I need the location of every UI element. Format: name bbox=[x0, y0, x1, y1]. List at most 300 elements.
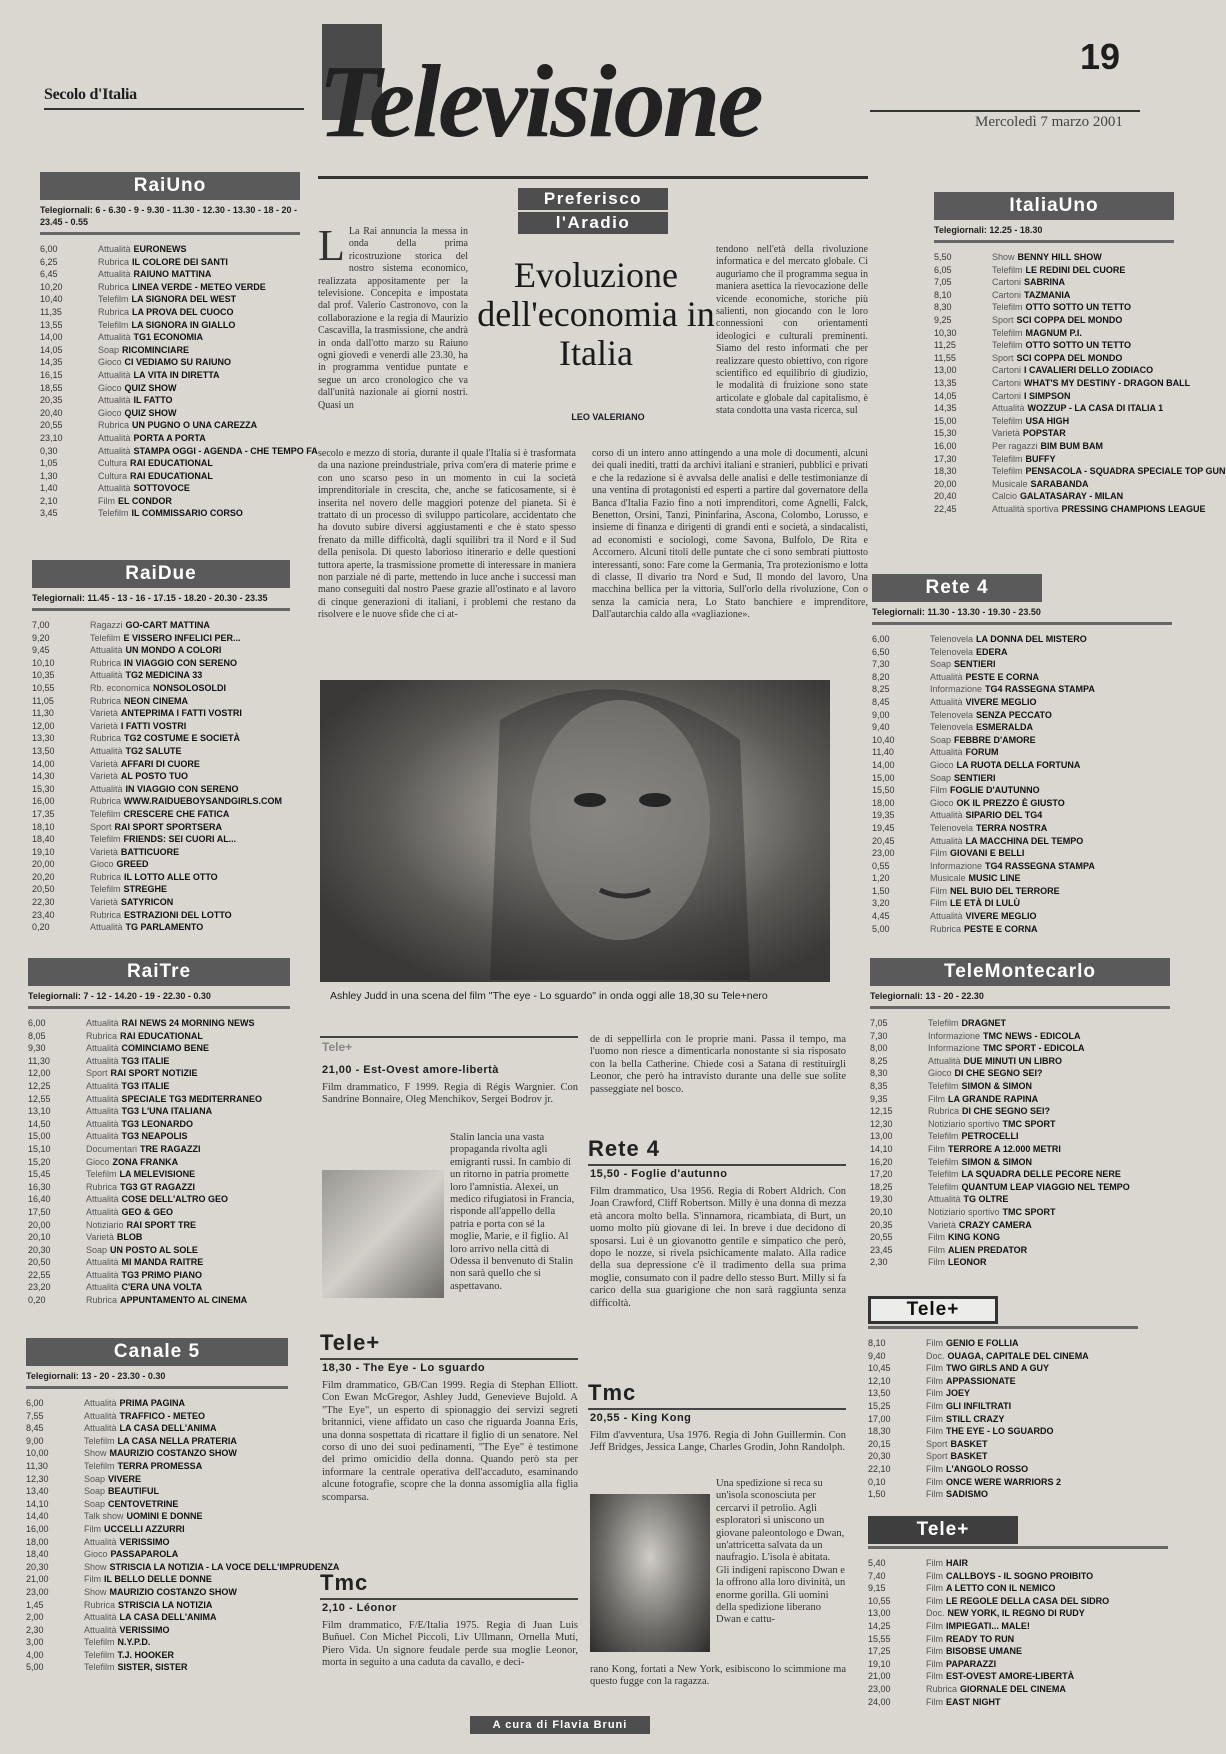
raidue-news-times: Telegiornali: 11.45 - 13 - 16 - 17.15 - 18.20 - 20.30 - 23.35 bbox=[32, 593, 268, 603]
photo-caption: Ashley Judd in una scena del film "The eye - Lo sguardo" in onda oggi alle 18,30 su Tele+nero bbox=[330, 990, 768, 1002]
program-title: TG OLTRE bbox=[963, 1194, 1009, 1205]
time: 5,00 bbox=[872, 923, 890, 934]
film-foglie-text: Film drammatico, Usa 1956. Regia di Robert Aldrich. Con Joan Crawford, Cliff Robertson. Milly è una donna di mezza età ancora molto bella. S'innamora, ricambiata, di Burt, un uomo molto più giovane di lei. In breve i due decidono di sposarsi. Lui è un giovanotto gentile e simpatico che però, dopo le nozze, si rivela psichicamente malato. Alla radice della sua depressione c'è il tradimento della sua prima moglie, consumato con il padre dello stesso Burt. Milly si fa carico della sua guarigione che non sarà raggiunta senza difficoltà. bbox=[590, 1186, 846, 1309]
program-title: DI CHE SEGNO SEI? bbox=[962, 1106, 1051, 1117]
program-title: SENTIERI bbox=[954, 659, 996, 670]
schedule-row bbox=[868, 1413, 1138, 1426]
program-title: TAZMANIA bbox=[1024, 289, 1071, 300]
program-title: T.J. HOOKER bbox=[117, 1649, 175, 1660]
genre: Rubrica bbox=[86, 1030, 118, 1041]
schedule-row bbox=[32, 669, 290, 682]
program-title: FOGLIE D'AUTUNNO bbox=[950, 785, 1040, 796]
genre: Film bbox=[930, 785, 947, 796]
program-title: EDERA bbox=[976, 646, 1008, 657]
genre: Attualità bbox=[992, 403, 1025, 414]
schedule-row bbox=[870, 1231, 1170, 1244]
channel-header-italiauno: ItaliaUno bbox=[934, 192, 1174, 220]
schedule-row bbox=[28, 1219, 290, 1232]
schedule-row bbox=[872, 797, 1172, 810]
time: 9,25 bbox=[934, 314, 952, 325]
program-title: UN PUGNO O UNA CAREZZA bbox=[132, 420, 258, 431]
schedule-row bbox=[26, 1624, 288, 1637]
time: 16,00 bbox=[32, 796, 55, 807]
channel-header-raidue: RaiDue bbox=[32, 560, 290, 588]
genre: Sport bbox=[992, 314, 1014, 325]
genre: Varietà bbox=[90, 708, 118, 719]
time: 6,00 bbox=[28, 1018, 46, 1028]
schedule-row bbox=[870, 1168, 1170, 1181]
genre: Soap bbox=[930, 772, 952, 783]
time: 17,00 bbox=[868, 1413, 891, 1424]
time: 7,05 bbox=[870, 1018, 888, 1028]
genre: Telefilm bbox=[84, 1460, 115, 1471]
program-title: POPSTAR bbox=[1022, 428, 1066, 439]
genre: Film bbox=[926, 1595, 943, 1606]
schedule-row bbox=[32, 896, 290, 909]
time: 18,00 bbox=[872, 797, 895, 808]
schedule-row bbox=[870, 1017, 1170, 1030]
program-title: LE REGOLE DELLA CASA DEL SIDRO bbox=[946, 1595, 1110, 1606]
genre: Film bbox=[926, 1476, 943, 1487]
schedule-row bbox=[26, 1485, 288, 1498]
time: 11,35 bbox=[40, 306, 62, 317]
time: 10,00 bbox=[26, 1448, 49, 1459]
time: 13,50 bbox=[868, 1388, 891, 1399]
schedule-row bbox=[868, 1595, 1168, 1608]
time: 16,40 bbox=[28, 1194, 51, 1205]
genre: Cartoni bbox=[992, 365, 1022, 376]
program-title: STRISCIA LA NOTIZIA - LA VOCE DELL'IMPRUDENZA bbox=[109, 1561, 340, 1572]
program-title: IL COLORE DEI SANTI bbox=[132, 256, 228, 267]
program-title: COMINCIAMO BENE bbox=[121, 1043, 210, 1054]
schedule-row bbox=[934, 478, 1174, 491]
schedule-row bbox=[868, 1557, 1168, 1570]
program-title: TMC SPORT bbox=[1002, 1206, 1056, 1217]
schedule-row bbox=[40, 256, 300, 269]
time: 22,45 bbox=[934, 503, 957, 514]
time: 9,35 bbox=[870, 1093, 888, 1104]
time: 9,45 bbox=[32, 645, 50, 656]
program-title: WWW.RAIDUEBOYSANDGIRLS.COM bbox=[124, 796, 283, 807]
genre: Attualità bbox=[930, 835, 963, 846]
time: 11,30 bbox=[26, 1460, 48, 1471]
schedule-row bbox=[32, 883, 290, 896]
program-title: RAI SPORT TRE bbox=[126, 1219, 197, 1230]
genre: Per ragazzi bbox=[992, 440, 1038, 451]
program-title: RAI NEWS 24 MORNING NEWS bbox=[121, 1018, 255, 1028]
genre: Attualità bbox=[98, 432, 131, 443]
rule bbox=[32, 608, 290, 611]
program-title: LA MACCHINA DEL TEMPO bbox=[965, 835, 1084, 846]
genre: Sport bbox=[90, 821, 112, 832]
schedule-row bbox=[28, 1042, 290, 1055]
program-title: STREGHE bbox=[123, 884, 168, 895]
schedule-row bbox=[872, 759, 1172, 772]
portrait-silhouette bbox=[320, 680, 830, 982]
time: 20,00 bbox=[32, 859, 55, 870]
time: 1,20 bbox=[872, 873, 890, 884]
time: 10,55 bbox=[868, 1595, 891, 1606]
schedule-row bbox=[40, 507, 300, 520]
schedule-row bbox=[28, 1080, 290, 1093]
genre: Show bbox=[84, 1448, 107, 1459]
program-title: GIOVANI E BELLI bbox=[950, 848, 1025, 859]
schedule-row bbox=[868, 1670, 1168, 1683]
time: 5,00 bbox=[26, 1662, 44, 1673]
program-title: VIVERE MEGLIO bbox=[965, 911, 1037, 922]
genre: Sport bbox=[992, 352, 1014, 363]
genre: Soap bbox=[930, 659, 952, 670]
genre: Show bbox=[84, 1561, 107, 1572]
program-title: TG PARLAMENTO bbox=[125, 922, 204, 933]
time: 18,40 bbox=[32, 834, 55, 845]
genre: Telefilm bbox=[84, 1637, 115, 1648]
time: 8,10 bbox=[868, 1338, 886, 1348]
program-title: VIVERE bbox=[108, 1473, 142, 1484]
time: 14,30 bbox=[32, 771, 55, 782]
raidue-list bbox=[32, 619, 290, 934]
genre: Soap bbox=[84, 1486, 106, 1497]
genre: Gioco bbox=[98, 407, 122, 418]
program-title: TERRA NOSTRA bbox=[976, 822, 1048, 833]
time: 18,10 bbox=[32, 821, 55, 832]
schedule-row bbox=[872, 658, 1172, 671]
time: 6,25 bbox=[40, 256, 58, 267]
program-title: SIPARIO DEL TG4 bbox=[965, 810, 1043, 821]
schedule-row bbox=[26, 1422, 288, 1435]
genre: Film bbox=[926, 1338, 943, 1348]
genre: Rubrica bbox=[98, 256, 130, 267]
program-title: LA MELEVISIONE bbox=[119, 1169, 196, 1180]
time: 8,20 bbox=[872, 671, 890, 682]
genre: Attualità bbox=[86, 1194, 119, 1205]
program-title: TMC NEWS - EDICOLA bbox=[983, 1030, 1081, 1041]
genre: Gioco bbox=[928, 1068, 952, 1079]
schedule-row bbox=[868, 1463, 1138, 1476]
schedule-row bbox=[870, 1181, 1170, 1194]
schedule-row bbox=[868, 1582, 1168, 1595]
genre: Film bbox=[926, 1633, 943, 1644]
time: 20,00 bbox=[934, 478, 957, 489]
time: 1,50 bbox=[868, 1489, 886, 1500]
genre: Rubrica bbox=[926, 1683, 958, 1694]
time: 15,50 bbox=[872, 785, 895, 796]
genre: Rubrica bbox=[98, 281, 130, 292]
program-title: RAI SPORT SPORTSERA bbox=[114, 821, 223, 832]
program-title: MUSIC LINE bbox=[968, 873, 1021, 884]
channel-header-raitre: RaiTre bbox=[28, 958, 290, 986]
article-kicker-1: Preferisco bbox=[518, 188, 668, 210]
schedule-row bbox=[934, 289, 1174, 302]
schedule-row bbox=[32, 720, 290, 733]
schedule-row bbox=[868, 1438, 1138, 1451]
program-title: NONSOLOSOLDI bbox=[153, 682, 227, 693]
genre: Documentari bbox=[86, 1143, 138, 1154]
genre: Rubrica bbox=[98, 306, 130, 317]
schedule-row bbox=[40, 432, 300, 445]
time: 5,40 bbox=[868, 1558, 886, 1568]
program-title: PENSACOLA - SQUADRA SPECIALE TOP GUN bbox=[1025, 466, 1226, 477]
article-col1-top: L La Rai annuncia la messa in onda della prima ricostruzione storica del nostro sistema economico, realizzata appositamente per la televisione. Concepita e impostata dal prof. Valerio Castronovo, con la collaborazione e la regia di Maurizio Cascavilla, la trasmissione, che andrà in onda dall'otto marzo su Raiuno ogni giovedì e venerdì alle 23.30, ha in programma ventidue puntate e segue un arco cronologico che va dall'unità nazionale ai giorni nostri. Quasi un bbox=[318, 221, 468, 411]
program-title: COSE DELL'ALTRO GEO bbox=[121, 1194, 229, 1205]
time: 0,55 bbox=[872, 860, 890, 871]
schedule-row bbox=[28, 1105, 290, 1118]
program-title: EST-OVEST AMORE-LIBERTÀ bbox=[946, 1671, 1075, 1682]
program-title: PESTE E CORNA bbox=[964, 923, 1038, 934]
schedule-row bbox=[28, 1156, 290, 1169]
time: 13,40 bbox=[26, 1486, 49, 1497]
schedule-row bbox=[26, 1561, 340, 1574]
schedule-row bbox=[872, 860, 1172, 873]
film-king-kong-end: rano Kong, fortati a New York, esibiscono lo scimmione ma questo fugge con la ragazza. bbox=[590, 1664, 846, 1688]
genre: Telenovela bbox=[930, 646, 974, 657]
genre: Attualità bbox=[930, 747, 963, 758]
film-leonor-heading: 2,10 - Léonor bbox=[322, 1602, 397, 1614]
time: 19,30 bbox=[870, 1194, 893, 1205]
schedule-row bbox=[872, 910, 1172, 923]
schedule-row bbox=[934, 453, 1174, 466]
program-title: HAIR bbox=[946, 1558, 968, 1568]
time: 8,45 bbox=[872, 696, 890, 707]
program-title: MI MANDA RAITRE bbox=[121, 1257, 204, 1268]
time: 14,00 bbox=[872, 759, 895, 770]
schedule-row bbox=[28, 1294, 290, 1307]
program-title: VIVERE MEGLIO bbox=[965, 696, 1037, 707]
program-title: LA GRANDE RAPINA bbox=[948, 1093, 1039, 1104]
time: 14,10 bbox=[26, 1498, 49, 1509]
schedule-row bbox=[868, 1400, 1138, 1413]
time: 15,30 bbox=[934, 428, 957, 439]
genre: Rubrica bbox=[90, 909, 122, 920]
genre: Film bbox=[928, 1244, 945, 1255]
program-title: BEAUTIFUL bbox=[108, 1486, 160, 1497]
time: 20,35 bbox=[870, 1219, 893, 1230]
schedule-row bbox=[32, 657, 290, 670]
program-title: TWO GIRLS AND A GUY bbox=[946, 1363, 1049, 1374]
program-title: MAURIZIO COSTANZO SHOW bbox=[109, 1448, 237, 1459]
program-title: LA CASA DELL'ANIMA bbox=[119, 1423, 217, 1434]
schedule-row bbox=[26, 1510, 288, 1523]
film-king-kong-plot: Una spedizione si reca su un'isola sconosciuta per cercarvi il petrolio. Agli esploratori si uniscono un giovane paleontologo e Dwan, un'attricetta salvata da un naufragio. L'isola è abitata. Gli indigeni rapiscono Dwan e la offrono alla loro divinità, un enorme gorilla. Gli uomini della spedizione liberano Dwan e cattu- bbox=[716, 1478, 846, 1626]
program-title: AL POSTO TUO bbox=[120, 771, 189, 782]
time: 0,20 bbox=[28, 1295, 46, 1306]
genre: Varietà bbox=[86, 1232, 114, 1243]
schedule-row bbox=[868, 1450, 1138, 1463]
genre: Film bbox=[926, 1658, 943, 1669]
schedule-row bbox=[40, 281, 300, 294]
time: 8,35 bbox=[870, 1080, 888, 1091]
schedule-row bbox=[28, 1118, 290, 1131]
time: 3,20 bbox=[872, 898, 890, 909]
schedule-row bbox=[872, 847, 1172, 860]
program-title: ANTEPRIMA I FATTI VOSTRI bbox=[120, 708, 242, 719]
program-title: LA SQUADRA DELLE PECORE NERE bbox=[961, 1169, 1121, 1180]
time: 15,10 bbox=[28, 1143, 51, 1154]
article-headline: Evoluzione dell'economia in Italia bbox=[477, 255, 715, 373]
program-title: LEONOR bbox=[948, 1257, 987, 1268]
film-channel-tmc-2: Tmc bbox=[588, 1380, 637, 1405]
genre: Film bbox=[926, 1558, 943, 1568]
time: 6,00 bbox=[40, 244, 58, 254]
program-title: IL COMMISSARIO CORSO bbox=[131, 508, 243, 519]
program-title: RAI EDUCATIONAL bbox=[120, 1030, 203, 1041]
schedule-row bbox=[40, 495, 300, 508]
time: 4,00 bbox=[26, 1649, 44, 1660]
schedule-row bbox=[26, 1523, 288, 1536]
program-title: LA CASA NELLA PRATERIA bbox=[117, 1435, 237, 1446]
time: 7,40 bbox=[868, 1570, 886, 1581]
program-title: BASKET bbox=[950, 1451, 988, 1462]
film-king-kong-heading: 20,55 - King Kong bbox=[590, 1412, 692, 1424]
program-title: QUIZ SHOW bbox=[124, 407, 177, 418]
film-est-ovest-heading: 21,00 - Est-Ovest amore-libertà bbox=[322, 1064, 499, 1076]
schedule-row bbox=[26, 1447, 288, 1460]
genre: Telefilm bbox=[928, 1131, 959, 1142]
time: 8,30 bbox=[870, 1068, 888, 1079]
schedule-row bbox=[28, 1030, 290, 1043]
schedule-row bbox=[40, 394, 300, 407]
schedule-row bbox=[870, 1067, 1170, 1080]
program-title: BISOBSE UMANE bbox=[946, 1646, 1023, 1657]
schedule-row bbox=[40, 369, 300, 382]
time: 2,10 bbox=[40, 495, 58, 506]
schedule-row bbox=[32, 745, 290, 758]
genre: Telefilm bbox=[928, 1156, 959, 1167]
genre: Film bbox=[926, 1570, 943, 1581]
schedule-row bbox=[26, 1636, 288, 1649]
genre: Sport bbox=[926, 1451, 948, 1462]
rule bbox=[868, 1546, 1168, 1549]
program-title: APPUNTAMENTO AL CINEMA bbox=[120, 1295, 248, 1306]
schedule-row bbox=[32, 795, 290, 808]
genre: Attualità bbox=[930, 810, 963, 821]
time: 9,20 bbox=[32, 632, 50, 643]
schedule-row bbox=[872, 835, 1172, 848]
rule bbox=[588, 1164, 846, 1166]
schedule-row bbox=[934, 314, 1174, 327]
program-title: NEON CINEMA bbox=[124, 695, 189, 706]
schedule-row bbox=[26, 1573, 288, 1586]
schedule-row bbox=[40, 268, 300, 281]
time: 24,00 bbox=[868, 1696, 891, 1707]
time: 6,50 bbox=[872, 646, 890, 657]
schedule-row bbox=[870, 1193, 1170, 1206]
genre: Telenovela bbox=[930, 709, 974, 720]
time: 9,15 bbox=[868, 1583, 886, 1594]
genre: Rubrica bbox=[90, 657, 122, 668]
genre: Attualità bbox=[84, 1624, 117, 1635]
program-title: CRESCERE CHE FATICA bbox=[123, 808, 230, 819]
film-channel-tmc-1: Tmc bbox=[320, 1570, 369, 1595]
program-title: WHAT'S MY DESTINY - DRAGON BALL bbox=[1024, 377, 1191, 388]
program-title: CALLBOYS - IL SOGNO PROIBITO bbox=[946, 1570, 1094, 1581]
program-title: LA PROVA DEL CUOCO bbox=[132, 306, 234, 317]
article-top-rule bbox=[318, 176, 868, 179]
genre: Notiziario sportivo bbox=[928, 1118, 1000, 1129]
time: 14,00 bbox=[40, 332, 63, 343]
schedule-row bbox=[934, 377, 1191, 390]
time: 8,30 bbox=[934, 302, 952, 313]
time: 14,25 bbox=[868, 1620, 891, 1631]
rete4-news-times: Telegiornali: 11.30 - 13.30 - 19.30 - 23.50 bbox=[872, 607, 1041, 617]
time: 22,55 bbox=[28, 1269, 51, 1280]
genre: Varietà bbox=[90, 771, 118, 782]
genre: Gioco bbox=[930, 759, 954, 770]
genre: Film bbox=[926, 1413, 943, 1424]
program-title: TG3 GT RAGAZZI bbox=[120, 1181, 196, 1192]
schedule-row bbox=[28, 1269, 290, 1282]
program-title: FEBBRE D'AMORE bbox=[954, 734, 1036, 745]
genre: Cultura bbox=[98, 470, 128, 481]
film-channel-rete4: Rete 4 bbox=[588, 1136, 661, 1161]
program-title: I SIMPSON bbox=[1024, 390, 1071, 401]
time: 12,00 bbox=[32, 720, 55, 731]
genre: Film bbox=[928, 1257, 945, 1268]
schedule-row bbox=[28, 1193, 290, 1206]
time: 7,55 bbox=[26, 1410, 44, 1421]
drop-cap: L bbox=[318, 221, 345, 270]
italiauno-news-times: Telegiornali: 12.25 - 18.30 bbox=[934, 225, 1043, 235]
genre: Attualità bbox=[86, 1206, 119, 1217]
time: 11,05 bbox=[32, 695, 54, 706]
time: 18,30 bbox=[934, 466, 957, 477]
genre: Telefilm bbox=[928, 1018, 959, 1028]
schedule-row bbox=[870, 1118, 1170, 1131]
schedule-row bbox=[40, 306, 300, 319]
program-title: RAI EDUCATIONAL bbox=[130, 470, 213, 481]
genre: Informazione bbox=[930, 860, 983, 871]
program-title: WOZZUP - LA CASA DI ITALIA 1 bbox=[1027, 403, 1164, 414]
program-title: LA CASA DELL'ANIMA bbox=[119, 1612, 217, 1623]
rule bbox=[868, 1326, 1138, 1329]
program-title: CI VEDIAMO SU RAIUNO bbox=[124, 357, 232, 368]
time: 15,00 bbox=[934, 415, 957, 426]
genre: Attualità bbox=[86, 1257, 119, 1268]
film-leonor-text: Film drammatico, F/E/Italia 1975. Regia di Juan Luis Buñuel. Con Michel Piccoli, Liv Ullmann, Ornella Muti, Piero Vida. Un signore feudale perde sua moglie Leonor, morta in seguito a una caduta da cavallo, e deci- bbox=[322, 1620, 578, 1669]
program-title: TG3 L'UNA ITALIANA bbox=[121, 1106, 213, 1117]
schedule-row bbox=[872, 709, 1172, 722]
program-title: ZONA FRANKA bbox=[112, 1156, 179, 1167]
genre: Rubrica bbox=[930, 923, 962, 934]
genre: Telefilm bbox=[98, 319, 129, 330]
program-title: GALATASARAY - MILAN bbox=[1020, 491, 1124, 502]
schedule-row bbox=[28, 1206, 290, 1219]
genre: Gioco bbox=[98, 382, 122, 393]
program-title: OK IL PREZZO È GIUSTO bbox=[956, 797, 1065, 808]
genre: Informazione bbox=[928, 1030, 981, 1041]
time: 6,05 bbox=[934, 264, 952, 275]
schedule-row bbox=[32, 921, 290, 934]
genre: Attualità bbox=[90, 645, 123, 656]
time: 8,05 bbox=[28, 1030, 46, 1041]
schedule-row bbox=[868, 1488, 1138, 1501]
time: 10,55 bbox=[32, 682, 55, 693]
time: 1,45 bbox=[26, 1599, 44, 1610]
time: 14,40 bbox=[26, 1511, 49, 1522]
genre: Film bbox=[926, 1489, 943, 1500]
schedule-row bbox=[872, 734, 1172, 747]
genre: Gioco bbox=[90, 859, 114, 870]
program-title: PESTE E CORNA bbox=[965, 671, 1040, 682]
channel-header-rete4: Rete 4 bbox=[872, 574, 1042, 602]
genre: Talk show bbox=[84, 1511, 124, 1522]
genre: Film bbox=[926, 1696, 943, 1707]
program-title: RAI EDUCATIONAL bbox=[130, 458, 213, 469]
genre: Soap bbox=[930, 734, 952, 745]
time: 20,40 bbox=[934, 491, 957, 502]
genre: Soap bbox=[98, 344, 120, 355]
program-title: LE ETÀ DI LULÙ bbox=[950, 898, 1020, 909]
